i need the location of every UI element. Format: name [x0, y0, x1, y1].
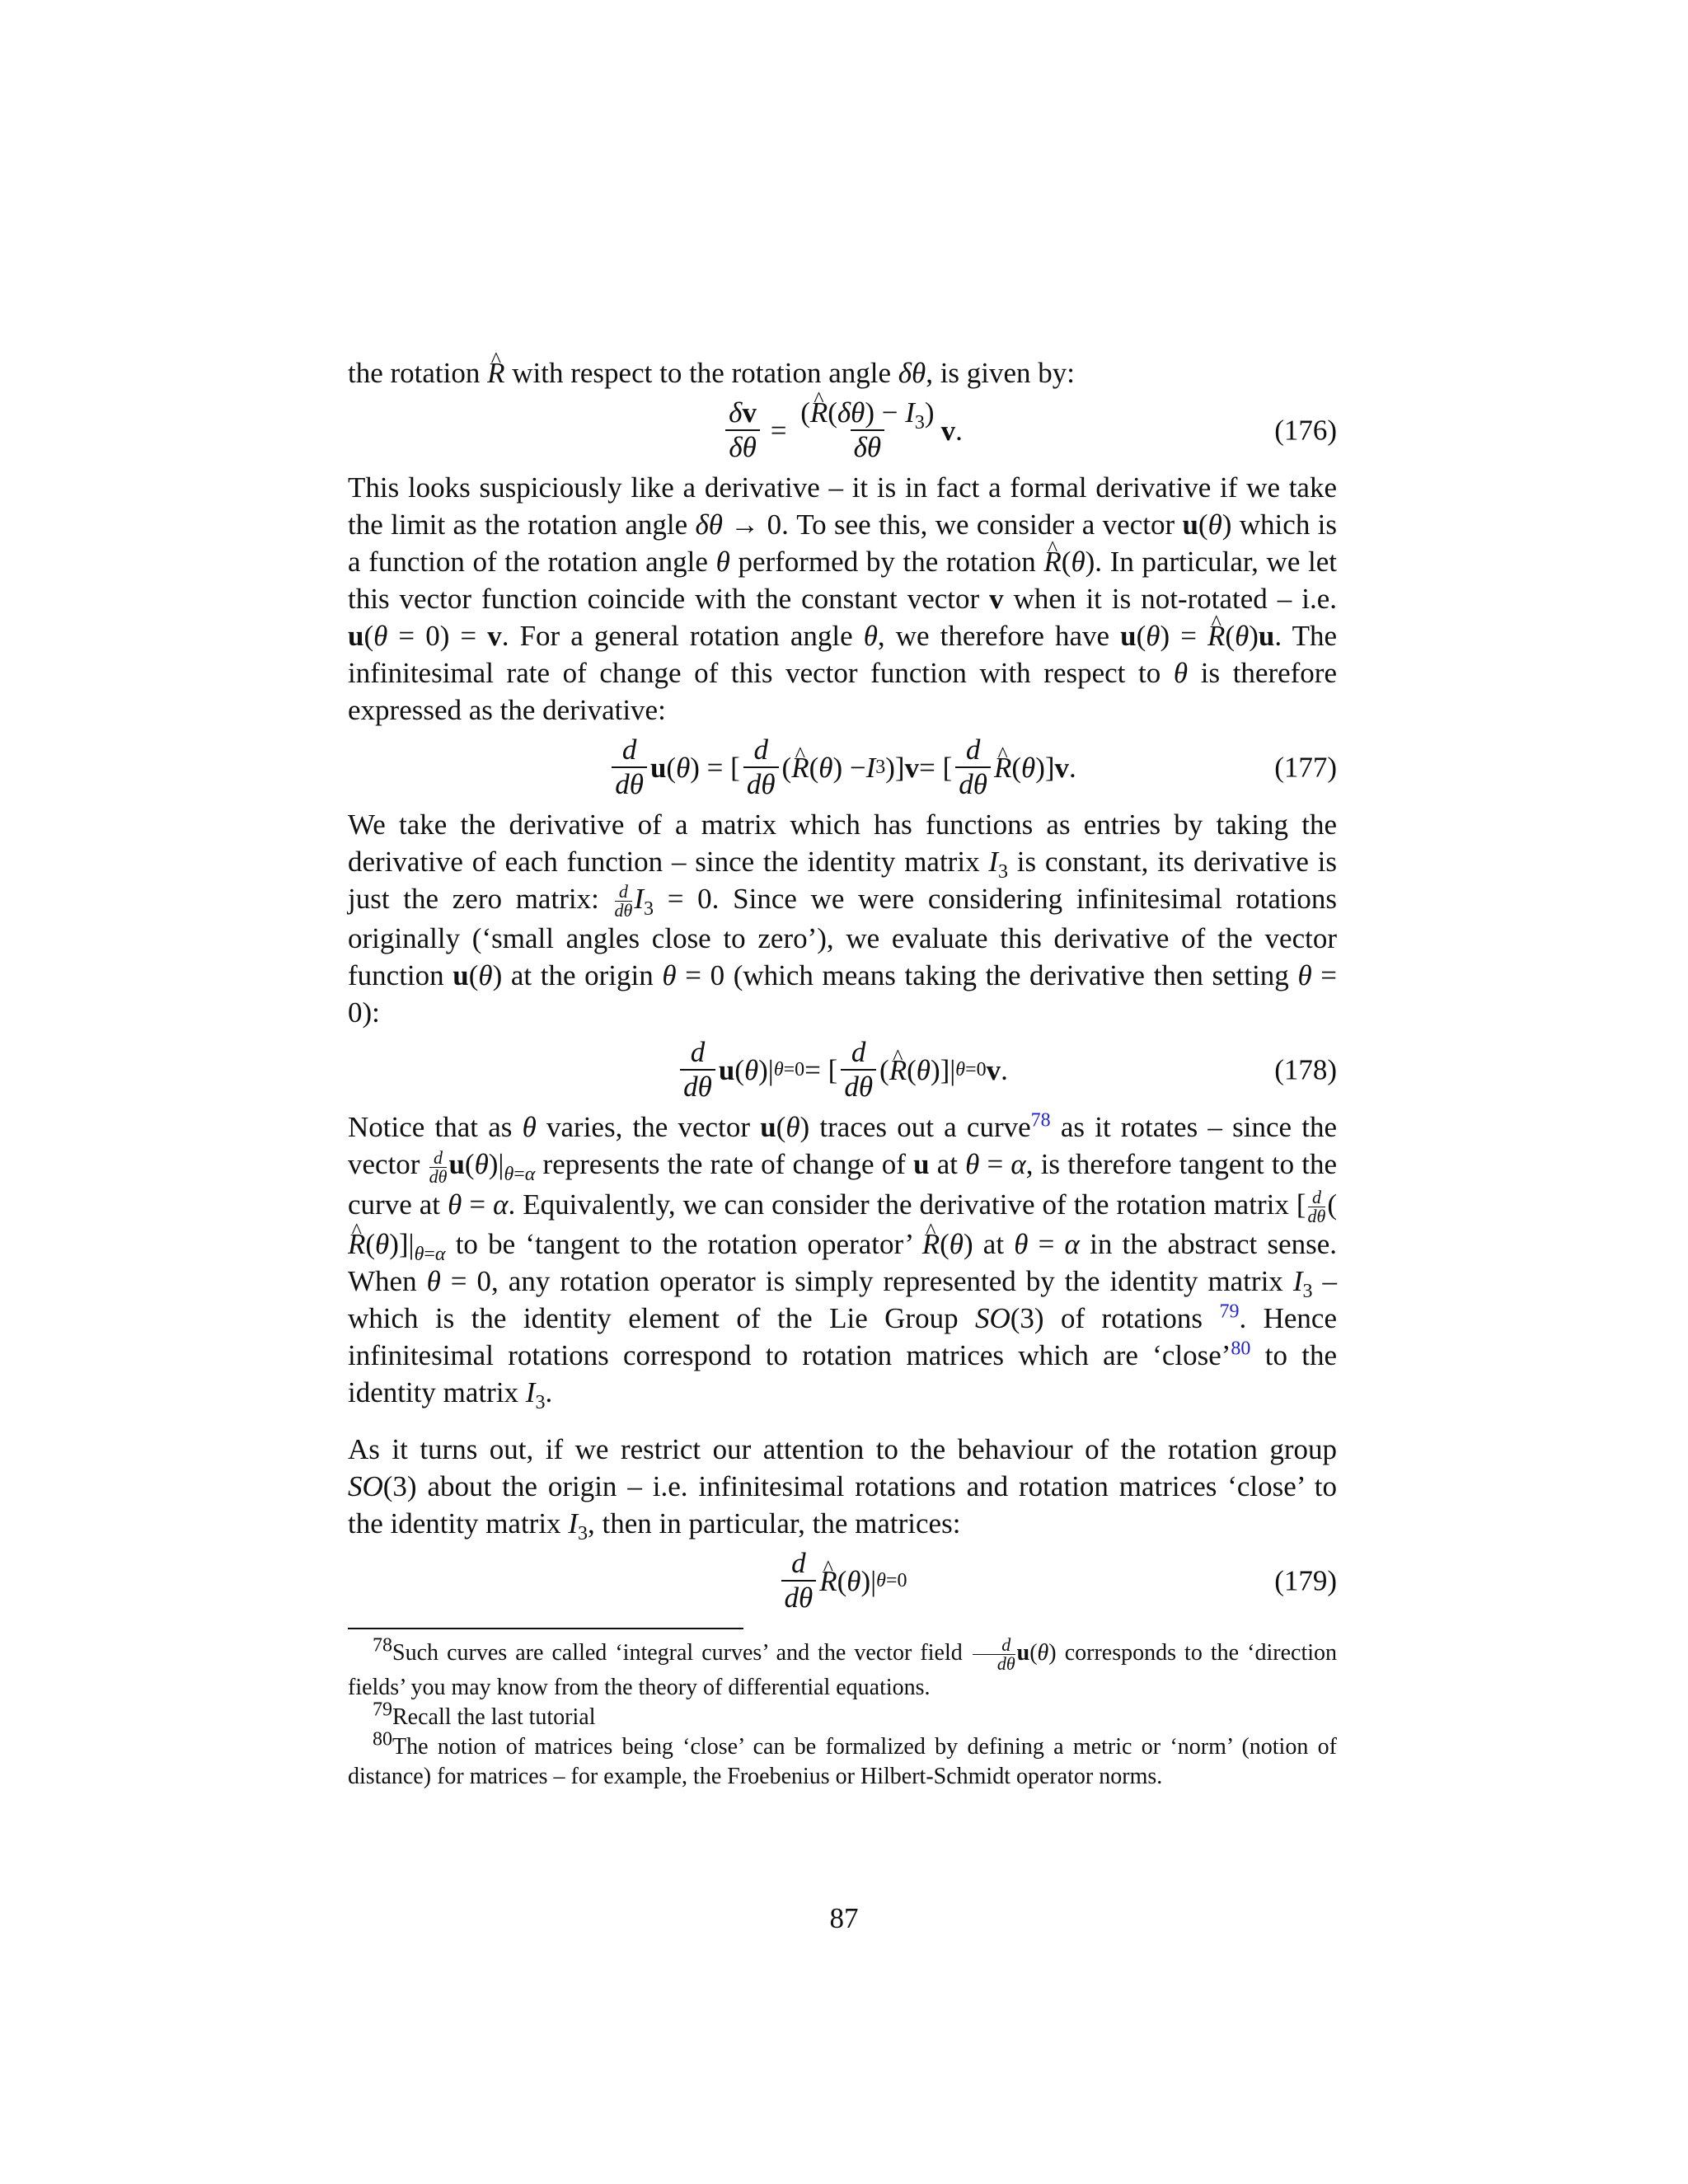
equation-179: $\frac{d}{d\theta}$ ^ R ( θ )| θ=0 (179)	[348, 1547, 1337, 1615]
footnote-link-78[interactable]: 78	[1030, 1109, 1051, 1132]
equation-177: $\frac{d}{d\theta}$ u ( θ ) = [ $\frac{d}{d\theta}$ ( ^ R ( θ ) − I 3 )] v = [ $\frac{d}{d\theta}$ ^ R ( θ )] v . (177)	[348, 733, 1337, 801]
paragraph-5: As it turns out, if we restrict our attention to the behaviour of the rotation group SO(3) about the origin – i.e. infinitesimal rotations and rotation matrices ‘close’ to the identity matrix $I_3$, then in particular, the matrices:	[348, 1433, 1337, 1545]
page-number: 87	[829, 1902, 859, 1934]
equation-176: $\frac{\delta v}{\delta\theta}$ = $\frac{(\^{} R(\delta\theta) - I_3)}{\delta\theta}$ v . (176)	[348, 396, 1337, 464]
paragraph-2: This looks suspiciously like a derivative – it is in fact a formal derivative if we take the limit as the rotation angle δθ → 0. To see this, we consider a vector u(θ) which is a function of the rotation angle θ performed by the rotation ^ R(θ). In particular, we let this vector function coincide with the constant vector v when it is not-rotated – i.e. u(θ = 0) = v. For a general rotation angle θ, we therefore have u(θ) = ^ R(θ)u. The infinitesimal rate of change of this vector function with respect to θ is therefore expressed as the derivative:	[348, 469, 1337, 729]
footnote-78: $^{78}$Such curves are called ‘integral curves’ and the vector field $\frac{d}{d\theta}$ u(θ) corresponds to the ‘direction fields’ you may know from the theory of differential equations.	[348, 1634, 1338, 1701]
footnote-rule	[348, 1628, 743, 1629]
footnotes	[348, 1636, 1337, 1792]
paragraph-4: Notice that as θ varies, the vector u(θ) traces out a curve$^{78}$ as it rotates – since the vector $\frac{d}{d\theta}$ $u(\theta)|_{\theta=\alpha}$ represents the rate of change of u at θ = α, is therefore tangent to the curve at θ = α. Equivalently, we can consider the derivative of the rotation matrix [ $\frac{d}{d\theta}$ (^ $R(\theta)]|_{\theta=\alpha}$ to be ‘tangent to the rotation operator’ ^ R(θ) at θ = α in the abstract sense. When θ = 0, any rotation operator is simply represented by the identity matrix $I_3$ – which is the identity element of the Lie Group SO(3) of rotations $^{79}$. Hence infinitesimal rotations correspond to rotation matrices which are ‘close’$^{80}$ to the identity matrix $I_3$.	[348, 1108, 1337, 1411]
footnote-80: $^{80}$The notion of matrices being ‘close’ can be formalized by defining a metric or ‘norm’ (notion of distance) for matrices – for example, the Froebenius or Hilbert-Schmidt operator norms.	[348, 1729, 1337, 1790]
equation-number: (176)	[1274, 414, 1337, 447]
equation-number: (178)	[1274, 1053, 1337, 1086]
paragraph-1: the rotation ^ R with respect to the rotation angle δθ, is given by:	[348, 354, 1337, 391]
equation-number: (177)	[1274, 751, 1337, 784]
footnote-79: $^{79}$Recall the last tutorial	[373, 1699, 596, 1731]
equation-number: (179)	[1274, 1564, 1337, 1597]
paragraph-3: We take the derivative of a matrix which has functions as entries by taking the derivative of each function – since the identity matrix $I_3$ is constant, its derivative is just the zero matrix: $\frac{d}{d\theta}$ $I_3 = 0$. Since we were considering infinitesimal rotations originally (‘small angles close to zero’), we evaluate this derivative of the vector function u(θ) at the origin θ = 0 (which means taking the derivative then setting θ = 0):	[348, 808, 1338, 1029]
page-body	[348, 354, 1337, 1792]
footnote-link-79[interactable]: 79	[1219, 1301, 1240, 1323]
equation-178: $\frac{d}{d\theta}$ u ( θ )| θ=0 = [ $\frac{d}{d\theta}$ ( ^ R ( θ )]| θ=0 v . (178)	[348, 1036, 1337, 1104]
footnote-link-80[interactable]: 80	[1231, 1338, 1251, 1360]
